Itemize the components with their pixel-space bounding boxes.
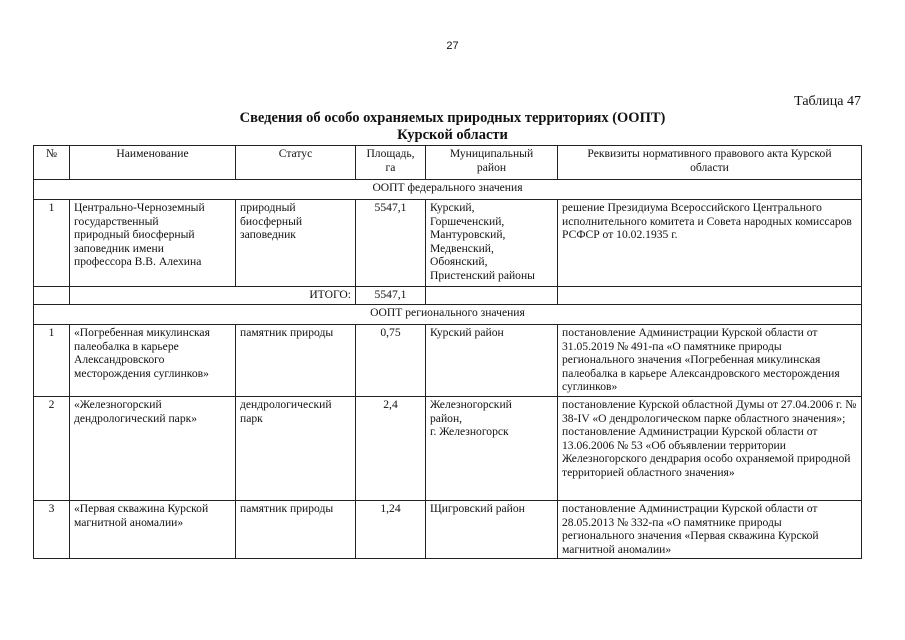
table-row: [34, 200, 862, 287]
section-regional-row: [34, 305, 862, 325]
row-act: постановление Администрации Курской области от 28.05.2013 № 332-па «О памятнике природы регионального значения «Первая скважина Курской магнитной аномалии»: [558, 501, 862, 559]
header-area: Площадь, га: [356, 146, 426, 180]
header-status: Статус: [236, 146, 356, 180]
row-district: Щигровский район: [426, 501, 558, 559]
row-num: 3: [34, 501, 70, 559]
total-empty-cell: [34, 287, 70, 305]
row-act: решение Президиума Всероссийского Центрального исполнительного комитета и Совета народных комиссаров РСФСР от 10.02.1935 г.: [558, 200, 862, 287]
header-act: Реквизиты нормативного правового акта Курской области: [558, 146, 862, 180]
total-empty-cell: [558, 287, 862, 305]
section-federal-title: ООПТ федерального значения: [34, 180, 862, 200]
title-line-1: Сведения об особо охраняемых природных территориях (ООПТ): [239, 110, 666, 126]
document-title: [0, 110, 905, 144]
row-status: дендрологический парк: [236, 397, 356, 501]
row-num: 2: [34, 397, 70, 501]
oopt-table: [33, 145, 862, 559]
row-status: природный биосферный заповедник: [236, 200, 356, 287]
row-district: Железногорский район, г. Железногорск: [426, 397, 558, 501]
total-row: [34, 287, 862, 305]
table-label: Таблица 47: [794, 94, 861, 109]
row-area: 2,4: [356, 397, 426, 501]
row-name: Центрально-Черноземный государственный природный биосферный заповедник имени профессора В.В. Алехина: [70, 200, 236, 287]
row-district: Курский район: [426, 325, 558, 397]
header-row: [34, 146, 862, 180]
title-line-2: Курской области: [397, 127, 508, 143]
row-district: Курский, Горшеченский, Мантуровский, Медвенский, Обоянский, Пристенский районы: [426, 200, 558, 287]
row-act: постановление Курской областной Думы от 27.04.2006 г. № 38-IV «О дендрологическом парке областного значения»; постановление Администрации Курской области от 13.06.2006 № 53 «Об объявлении территории Железногорского дендрария особо охраняемой природной территорией областного значения»: [558, 397, 862, 501]
row-area: 5547,1: [356, 200, 426, 287]
section-federal-row: [34, 180, 862, 200]
table-row: [34, 325, 862, 397]
page-number: 27: [446, 40, 459, 52]
section-regional-title: ООПТ регионального значения: [34, 305, 862, 325]
row-num: 1: [34, 200, 70, 287]
row-name: «Железногорский дендрологический парк»: [70, 397, 236, 501]
total-value: 5547,1: [356, 287, 426, 305]
row-area: 1,24: [356, 501, 426, 559]
row-name: «Первая скважина Курской магнитной аномалии»: [70, 501, 236, 559]
total-empty-cell: [426, 287, 558, 305]
row-area: 0,75: [356, 325, 426, 397]
table-row: [34, 397, 862, 501]
header-district: Муниципальный район: [426, 146, 558, 180]
total-label: ИТОГО:: [70, 287, 356, 305]
row-act: постановление Администрации Курской области от 31.05.2019 № 491-па «О памятнике природы регионального значения «Погребенная микулинская палеобалка в карьере Александровского месторождения суглинков»: [558, 325, 862, 397]
table-row: [34, 501, 862, 559]
header-num: №: [34, 146, 70, 180]
header-name: Наименование: [70, 146, 236, 180]
row-name: «Погребенная микулинская палеобалка в карьере Александровского месторождения суглинков»: [70, 325, 236, 397]
row-num: 1: [34, 325, 70, 397]
row-status: памятник природы: [236, 501, 356, 559]
row-status: памятник природы: [236, 325, 356, 397]
